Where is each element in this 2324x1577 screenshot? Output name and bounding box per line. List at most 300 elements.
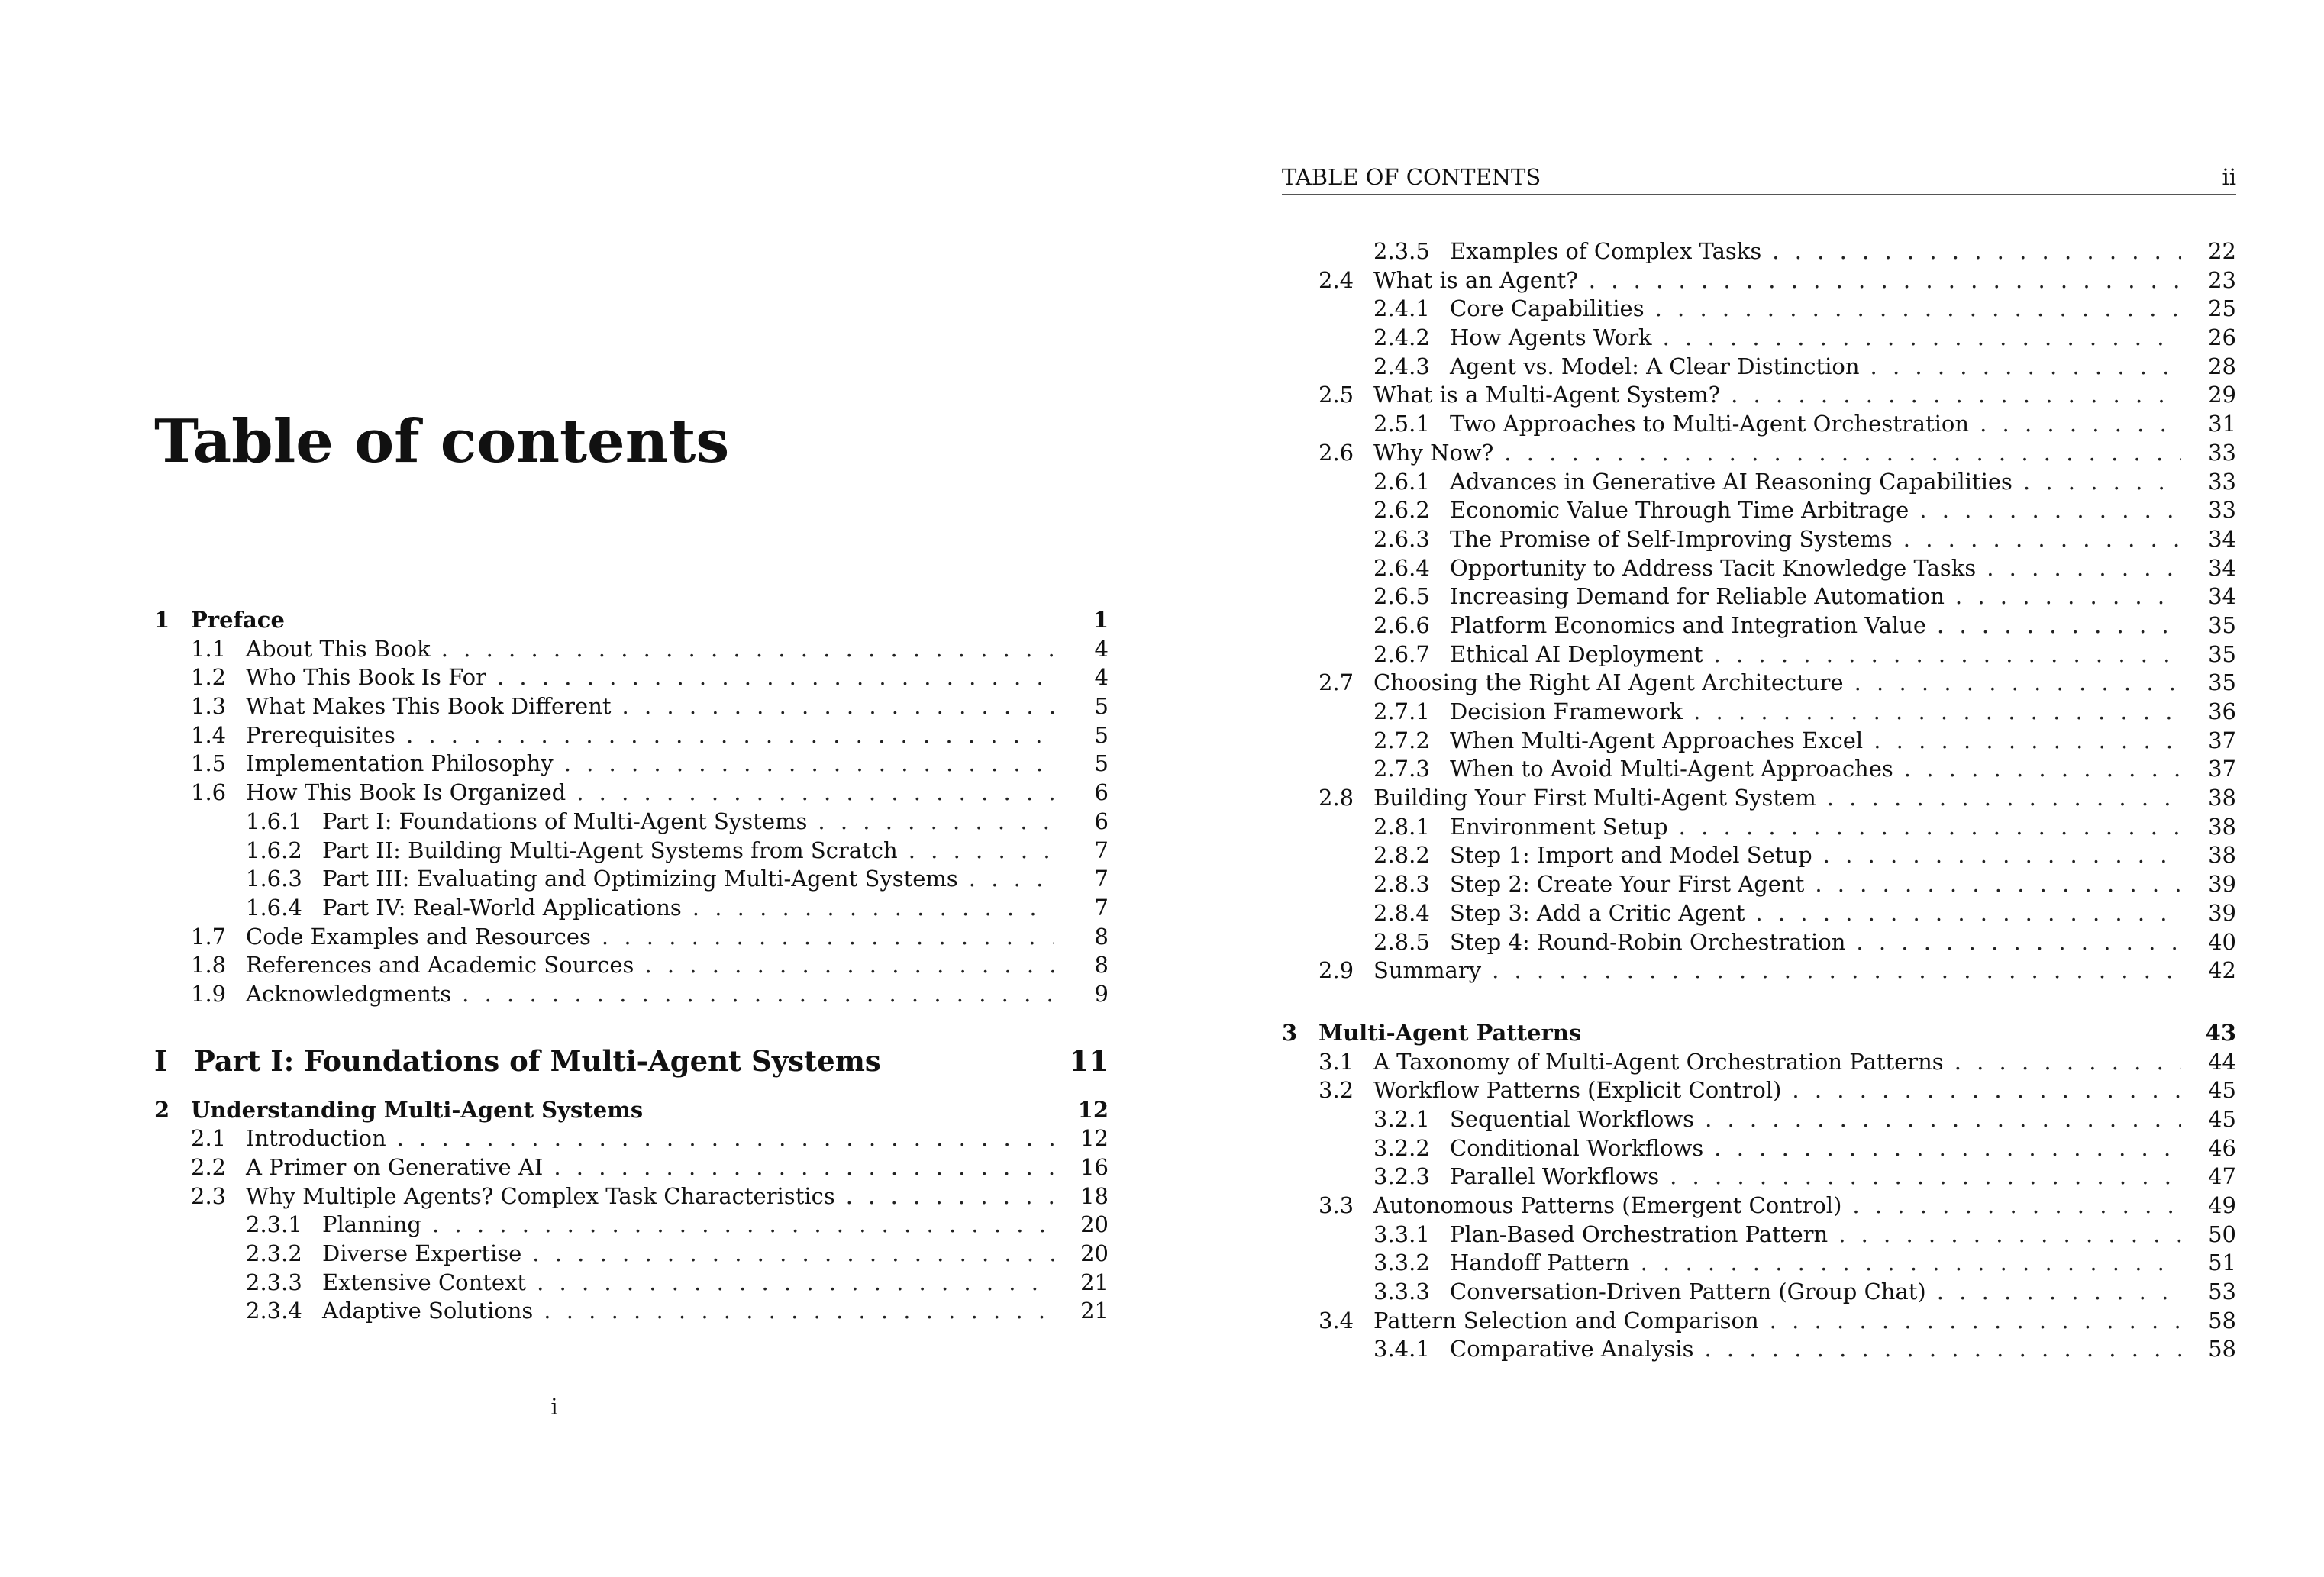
toc-page-number: 22	[2208, 238, 2236, 264]
toc-page-number: 34	[2208, 554, 2236, 581]
toc-number: 2.3.1	[246, 1211, 302, 1238]
toc-subsection[interactable]	[1282, 1134, 2236, 1163]
right-page	[1109, 0, 2324, 1577]
toc-subsection[interactable]	[1282, 353, 2236, 382]
toc-number: 2.8.5	[1373, 928, 1430, 955]
toc-number: 2.8.2	[1373, 842, 1430, 869]
toc-section[interactable]	[154, 1124, 1109, 1153]
toc-page-number: 8	[1094, 952, 1109, 979]
toc-number: 1.3	[191, 693, 227, 720]
toc-page-number: 46	[2208, 1134, 2236, 1161]
toc-title: Step 3: Add a Critic Agent	[1450, 899, 1745, 926]
toc-title: A Primer on Generative AI	[246, 1154, 544, 1180]
toc-leader-dots	[1926, 1278, 2181, 1307]
toc-leader-dots	[1944, 1048, 2181, 1077]
toc-leader-dots	[1759, 1307, 2181, 1336]
toc-title: Introduction	[246, 1125, 386, 1152]
toc-page-number: 37	[2208, 727, 2236, 753]
toc-section[interactable]	[154, 779, 1109, 808]
toc-page-number: 34	[2208, 525, 2236, 552]
toc-number: 2	[154, 1096, 170, 1123]
toc-page-number: 8	[1094, 923, 1109, 950]
toc-number: 2.3.3	[246, 1269, 302, 1295]
toc-title: Platform Economics and Integration Value	[1450, 611, 1927, 638]
toc-number: 3.1	[1319, 1048, 1354, 1075]
toc-number: 2.9	[1319, 957, 1354, 984]
toc-subsection[interactable]	[154, 894, 1109, 923]
toc-leader-dots	[1893, 525, 2181, 554]
toc-title: Advances in Generative AI Reasoning Capabilities	[1450, 468, 2013, 495]
toc-chapter[interactable]	[1282, 1019, 2236, 1048]
running-header	[1282, 162, 2236, 195]
toc-title: A Taxonomy of Multi-Agent Orchestration Patterns	[1373, 1048, 1944, 1075]
toc-list-right	[1282, 237, 2236, 1364]
toc-title: Core Capabilities	[1450, 295, 1645, 322]
toc-title: Who This Book Is For	[246, 664, 486, 691]
toc-section[interactable]	[1282, 1076, 2236, 1105]
toc-leader-dots	[2013, 468, 2181, 497]
toc-subsection[interactable]	[1282, 1335, 2236, 1364]
toc-leader-dots	[591, 923, 1054, 952]
toc-page-number: 49	[2208, 1192, 2236, 1218]
toc-title: Autonomous Patterns (Emergent Control)	[1373, 1192, 1842, 1218]
toc-title: Part I: Foundations of Multi-Agent Systems	[322, 808, 808, 834]
toc-title: What is a Multi-Agent System?	[1373, 382, 1721, 408]
toc-subsection[interactable]	[1282, 1105, 2236, 1134]
toc-section[interactable]	[1282, 1307, 2236, 1336]
toc-number: 2.6.7	[1373, 640, 1430, 667]
toc-title: Multi-Agent Patterns	[1319, 1019, 1582, 1046]
toc-title: Acknowledgments	[246, 980, 452, 1007]
toc-title: Why Now?	[1373, 439, 1494, 466]
toc-page-number: 21	[1080, 1269, 1109, 1295]
toc-number: 1.9	[191, 980, 227, 1007]
toc-number: 2.3.4	[246, 1298, 302, 1324]
toc-number: 2.3.5	[1373, 238, 1430, 264]
toc-section[interactable]	[154, 663, 1109, 692]
toc-page-number: 5	[1094, 693, 1109, 720]
toc-page-number: 4	[1094, 635, 1109, 662]
toc-page-number: 38	[2208, 842, 2236, 869]
toc-section[interactable]	[154, 980, 1109, 1009]
toc-title: About This Book	[246, 635, 431, 662]
toc-page-number: 29	[2208, 382, 2236, 408]
toc-number: 2.3	[191, 1182, 227, 1209]
toc-subsection[interactable]	[1282, 1163, 2236, 1192]
toc-title: Part II: Building Multi-Agent Systems from Scratch	[322, 837, 898, 863]
toc-subsection[interactable]	[1282, 237, 2236, 266]
toc-page-number: 6	[1094, 808, 1109, 834]
toc-subsection[interactable]	[1282, 324, 2236, 353]
toc-page-number: 21	[1080, 1298, 1109, 1324]
toc-leader-dots	[807, 808, 1054, 837]
toc-number: 2.5.1	[1373, 411, 1430, 437]
toc-subsection[interactable]	[1282, 410, 2236, 439]
toc-leader-dots	[1844, 669, 2181, 698]
toc-number: 3.2.2	[1373, 1134, 1430, 1161]
running-head-folio: ii	[2222, 164, 2236, 190]
toc-title: Adaptive Solutions	[322, 1298, 534, 1324]
toc-section[interactable]	[154, 721, 1109, 750]
toc-leader-dots	[1893, 755, 2181, 784]
toc-title: Environment Setup	[1450, 813, 1668, 840]
toc-section[interactable]	[154, 951, 1109, 980]
toc-subsection[interactable]	[1282, 755, 2236, 784]
toc-page-number: 26	[2208, 324, 2236, 351]
toc-number: 1.8	[191, 952, 227, 979]
toc-number: 1.6.3	[246, 866, 302, 892]
running-head-title: TABLE OF CONTENTS	[1282, 164, 1541, 190]
toc-subsection[interactable]	[154, 837, 1109, 866]
toc-title: Step 4: Round-Robin Orchestration	[1450, 928, 1846, 955]
toc-leader-dots	[1863, 727, 2181, 756]
toc-section[interactable]	[1282, 439, 2236, 468]
toc-page-number: 18	[1080, 1182, 1109, 1209]
toc-leader-dots	[958, 865, 1054, 894]
toc-page-number: 31	[2208, 411, 2236, 437]
toc-number: 3.3.3	[1373, 1279, 1430, 1305]
toc-page-number: 33	[2208, 497, 2236, 524]
toc-number: 2.6.1	[1373, 468, 1430, 495]
toc-subsection[interactable]	[1282, 1221, 2236, 1250]
toc-number: 1.6.2	[246, 837, 302, 863]
toc-leader-dots	[1781, 1076, 2181, 1105]
toc-leader-dots	[1493, 439, 2181, 468]
toc-title: Conversation-Driven Pattern (Group Chat)	[1450, 1279, 1926, 1305]
toc-number: 2.4	[1319, 266, 1354, 293]
toc-page-number: 35	[2208, 669, 2236, 696]
toc-number: 1.6.1	[246, 808, 302, 834]
toc-number: 2.4.3	[1373, 353, 1430, 379]
toc-title: How Agents Work	[1450, 324, 1652, 351]
toc-page-number: 7	[1094, 894, 1109, 921]
toc-page-number: 28	[2208, 353, 2236, 379]
toc-leader-dots	[1926, 611, 2181, 640]
toc-page-number: 7	[1094, 866, 1109, 892]
toc-subsection[interactable]	[1282, 496, 2236, 525]
toc-page-number: 47	[2208, 1163, 2236, 1190]
toc-title: Comparative Analysis	[1450, 1336, 1694, 1363]
toc-number: 2.3.2	[246, 1240, 302, 1267]
toc-title: Parallel Workflows	[1450, 1163, 1660, 1190]
toc-page-number: 35	[2208, 611, 2236, 638]
toc-subsection[interactable]	[1282, 582, 2236, 611]
toc-subsection[interactable]	[154, 1297, 1109, 1326]
toc-number: 2.8.1	[1373, 813, 1430, 840]
toc-section[interactable]	[154, 923, 1109, 952]
toc-number: 3.4.1	[1373, 1336, 1430, 1363]
toc-page-number: 39	[2208, 899, 2236, 926]
toc-number: 3.3.1	[1373, 1221, 1430, 1247]
toc-number: 2.7.3	[1373, 756, 1430, 782]
toc-subsection[interactable]	[1282, 928, 2236, 957]
toc-leader-dots	[1652, 324, 2181, 353]
toc-title: When to Avoid Multi-Agent Approaches	[1450, 756, 1893, 782]
toc-leader-dots	[1860, 353, 2181, 382]
toc-title: The Promise of Self-Improving Systems	[1450, 525, 1893, 552]
toc-page-number: 20	[1080, 1211, 1109, 1238]
toc-subsection[interactable]	[1282, 727, 2236, 756]
toc-title: Workflow Patterns (Explicit Control)	[1373, 1077, 1782, 1104]
toc-leader-dots	[634, 951, 1054, 980]
toc-section[interactable]	[1282, 266, 2236, 295]
toc-title: Conditional Workflows	[1450, 1134, 1704, 1161]
toc-title: When Multi-Agent Approaches Excel	[1450, 727, 1864, 753]
toc-leader-dots	[1845, 928, 2181, 957]
toc-number: 2.8.3	[1373, 871, 1430, 898]
toc-section[interactable]	[1282, 956, 2236, 985]
toc-number: 1.4	[191, 721, 227, 748]
toc-section[interactable]	[1282, 669, 2236, 698]
toc-number: 2.6.4	[1373, 554, 1430, 581]
toc-page-number: 12	[1077, 1096, 1109, 1123]
toc-page-number: 23	[2208, 266, 2236, 293]
toc-number: 1.6.4	[246, 894, 302, 921]
toc-number: 1.1	[191, 635, 227, 662]
toc-page-number: 6	[1094, 779, 1109, 806]
toc-page-number: 50	[2208, 1221, 2236, 1247]
toc-page-number: 38	[2208, 813, 2236, 840]
toc-title: Why Multiple Agents? Complex Task Characteristics	[246, 1182, 835, 1209]
toc-number: 1.2	[191, 664, 227, 691]
toc-leader-dots	[682, 894, 1054, 923]
toc-title: Sequential Workflows	[1450, 1105, 1695, 1132]
toc-page-number: 45	[2208, 1077, 2236, 1104]
toc-section[interactable]	[154, 1182, 1109, 1211]
toc-title: References and Academic Sources	[246, 952, 634, 979]
toc-leader-dots	[431, 635, 1054, 664]
toc-title: Decision Framework	[1450, 698, 1683, 724]
toc-leader-dots	[898, 837, 1054, 866]
toc-section[interactable]	[1282, 381, 2236, 410]
toc-page-number: 58	[2208, 1336, 2236, 1363]
toc-title: Implementation Philosophy	[246, 750, 554, 777]
toc-leader-dots	[1693, 1335, 2181, 1364]
toc-leader-dots	[1812, 841, 2181, 870]
toc-subsection[interactable]	[1282, 1249, 2236, 1278]
toc-title: Diverse Expertise	[322, 1240, 522, 1267]
toc-leader-dots	[835, 1182, 1054, 1211]
toc-subsection[interactable]	[1282, 525, 2236, 554]
toc-number: 2.8.4	[1373, 899, 1430, 926]
toc-subsection[interactable]	[1282, 611, 2236, 640]
toc-title: What Makes This Book Different	[246, 693, 612, 720]
page-title: Table of contents	[154, 407, 730, 476]
toc-subsection[interactable]	[1282, 813, 2236, 842]
toc-page-number: 9	[1094, 980, 1109, 1007]
toc-title: Prerequisites	[246, 721, 395, 748]
toc-number: 3.2.3	[1373, 1163, 1430, 1190]
toc-title: Part III: Evaluating and Optimizing Multi-Agent Systems	[322, 866, 958, 892]
toc-page-number: 36	[2208, 698, 2236, 724]
toc-number: 2.5	[1319, 382, 1354, 408]
toc-leader-dots	[1683, 698, 2181, 727]
toc-subsection[interactable]	[1282, 870, 2236, 899]
toc-title: Understanding Multi-Agent Systems	[191, 1096, 644, 1123]
toc-leader-dots	[1945, 582, 2181, 611]
toc-leader-dots	[554, 750, 1054, 779]
toc-page-number: 44	[2208, 1048, 2236, 1075]
toc-leader-dots	[1659, 1163, 2181, 1192]
toc-page-number: 1	[1093, 607, 1109, 633]
toc-leader-dots	[1703, 1134, 2181, 1163]
toc-leader-dots	[1828, 1221, 2181, 1250]
toc-number: 2.4.2	[1373, 324, 1430, 351]
toc-title: Summary	[1373, 957, 1482, 984]
toc-page-number: 33	[2208, 468, 2236, 495]
toc-leader-dots	[566, 779, 1054, 808]
toc-section[interactable]	[154, 692, 1109, 721]
toc-number: 2.4.1	[1373, 295, 1430, 322]
toc-number: 2.7	[1319, 669, 1354, 696]
toc-leader-dots	[395, 721, 1054, 750]
toc-subsection[interactable]	[154, 1211, 1109, 1240]
toc-section[interactable]	[154, 750, 1109, 779]
toc-title: Plan-Based Orchestration Pattern	[1450, 1221, 1829, 1247]
toc-number: 3.4	[1319, 1307, 1354, 1334]
toc-page-number: 4	[1094, 664, 1109, 691]
toc-page-number: 58	[2208, 1307, 2236, 1334]
toc-section[interactable]	[1282, 784, 2236, 813]
left-page	[0, 0, 1109, 1577]
toc-page-number: 34	[2208, 583, 2236, 610]
toc-page-number: 35	[2208, 640, 2236, 667]
toc-leader-dots	[421, 1211, 1054, 1240]
toc-title: Opportunity to Address Tacit Knowledge Tasks	[1450, 554, 1977, 581]
toc-number: 1	[154, 607, 170, 633]
toc-leader-dots	[1761, 237, 2181, 266]
toc-title: How This Book Is Organized	[246, 779, 566, 806]
toc-chapter[interactable]	[154, 1096, 1109, 1125]
toc-page-number: 39	[2208, 871, 2236, 898]
toc-number: 3.2.1	[1373, 1105, 1430, 1132]
toc-leader-dots	[1630, 1249, 2181, 1278]
toc-chapter[interactable]	[154, 606, 1109, 635]
toc-page-number: 20	[1080, 1240, 1109, 1267]
toc-number: 2.7.2	[1373, 727, 1430, 753]
toc-page-number: 40	[2208, 928, 2236, 955]
toc-leader-dots	[451, 980, 1054, 1009]
toc-title: Agent vs. Model: A Clear Distinction	[1450, 353, 1860, 379]
toc-number: 2.6.3	[1373, 525, 1430, 552]
toc-part[interactable]	[154, 1043, 1109, 1079]
toc-leader-dots	[1694, 1105, 2181, 1134]
toc-subsection[interactable]	[1282, 295, 2236, 324]
toc-number: I	[154, 1043, 168, 1078]
toc-leader-dots	[1645, 295, 2181, 324]
toc-number: 2.8	[1319, 785, 1354, 811]
toc-page-number: 43	[2205, 1019, 2236, 1046]
toc-number: 3.3	[1319, 1192, 1354, 1218]
toc-leader-dots	[521, 1240, 1054, 1269]
toc-leader-dots	[612, 692, 1054, 721]
toc-number: 2.6.6	[1373, 611, 1430, 638]
toc-leader-dots	[1703, 640, 2181, 669]
toc-leader-dots	[1976, 554, 2181, 583]
toc-leader-dots	[526, 1269, 1054, 1298]
toc-page-number: 16	[1080, 1154, 1109, 1180]
toc-leader-dots	[1578, 266, 2181, 295]
toc-number: 1.5	[191, 750, 227, 777]
toc-title: Pattern Selection and Comparison	[1373, 1307, 1759, 1334]
toc-title: Part I: Foundations of Multi-Agent Systems	[194, 1043, 881, 1078]
toc-number: 3.3.2	[1373, 1250, 1430, 1276]
toc-number: 2.6	[1319, 439, 1354, 466]
toc-title: Economic Value Through Time Arbitrage	[1450, 497, 1909, 524]
toc-subsection[interactable]	[154, 865, 1109, 894]
toc-leader-dots	[1841, 1192, 2181, 1221]
toc-page-number: 12	[1080, 1125, 1109, 1152]
toc-leader-dots	[1816, 784, 2181, 813]
toc-page-number: 37	[2208, 756, 2236, 782]
toc-title: Extensive Context	[322, 1269, 527, 1295]
toc-title: Handoff Pattern	[1450, 1250, 1630, 1276]
toc-section[interactable]	[154, 635, 1109, 664]
toc-subsection[interactable]	[1282, 640, 2236, 669]
toc-page-number: 42	[2208, 957, 2236, 984]
toc-title: Planning	[322, 1211, 421, 1238]
toc-subsection[interactable]	[154, 1240, 1109, 1269]
toc-section[interactable]	[154, 1153, 1109, 1182]
toc-list-left	[154, 606, 1109, 1326]
toc-subsection[interactable]	[1282, 1278, 2236, 1307]
toc-title: Step 2: Create Your First Agent	[1450, 871, 1805, 898]
toc-subsection[interactable]	[154, 1269, 1109, 1298]
toc-page-number: 5	[1094, 721, 1109, 748]
toc-subsection[interactable]	[1282, 554, 2236, 583]
toc-title: Building Your First Multi-Agent System	[1373, 785, 1816, 811]
toc-page-number: 33	[2208, 439, 2236, 466]
toc-subsection[interactable]	[1282, 841, 2236, 870]
toc-page-number: 51	[2208, 1250, 2236, 1276]
toc-leader-dots	[543, 1153, 1054, 1182]
toc-page-number: 11	[1069, 1043, 1109, 1078]
toc-title: Part IV: Real-World Applications	[322, 894, 682, 921]
toc-subsection[interactable]	[1282, 468, 2236, 497]
toc-subsection[interactable]	[154, 808, 1109, 837]
toc-section[interactable]	[1282, 1192, 2236, 1221]
toc-leader-dots	[1668, 813, 2181, 842]
toc-subsection[interactable]	[1282, 698, 2236, 727]
toc-leader-dots	[1481, 956, 2181, 985]
toc-title: Increasing Demand for Reliable Automation	[1450, 583, 1945, 610]
toc-title: Examples of Complex Tasks	[1450, 238, 1762, 264]
toc-number: 3.2	[1319, 1077, 1354, 1104]
toc-leader-dots	[533, 1297, 1054, 1326]
toc-page-number: 45	[2208, 1105, 2236, 1132]
toc-number: 1.6	[191, 779, 227, 806]
toc-page-number: 5	[1094, 750, 1109, 777]
toc-page-number: 53	[2208, 1279, 2236, 1305]
toc-leader-dots	[1720, 381, 2181, 410]
toc-subsection[interactable]	[1282, 899, 2236, 928]
toc-title: Preface	[191, 607, 285, 633]
toc-title: Ethical AI Deployment	[1450, 640, 1703, 667]
toc-page-number: 38	[2208, 785, 2236, 811]
toc-number: 3	[1282, 1019, 1298, 1046]
toc-number: 2.7.1	[1373, 698, 1430, 724]
toc-number: 2.2	[191, 1154, 227, 1180]
toc-page-number: 7	[1094, 837, 1109, 863]
toc-section[interactable]	[1282, 1048, 2236, 1077]
toc-title: Step 1: Import and Model Setup	[1450, 842, 1812, 869]
toc-page-number: 25	[2208, 295, 2236, 322]
toc-leader-dots	[386, 1124, 1054, 1153]
page-number-footer: i	[550, 1394, 558, 1420]
toc-leader-dots	[1969, 410, 2181, 439]
toc-leader-dots	[1909, 496, 2181, 525]
toc-number: 2.1	[191, 1125, 227, 1152]
